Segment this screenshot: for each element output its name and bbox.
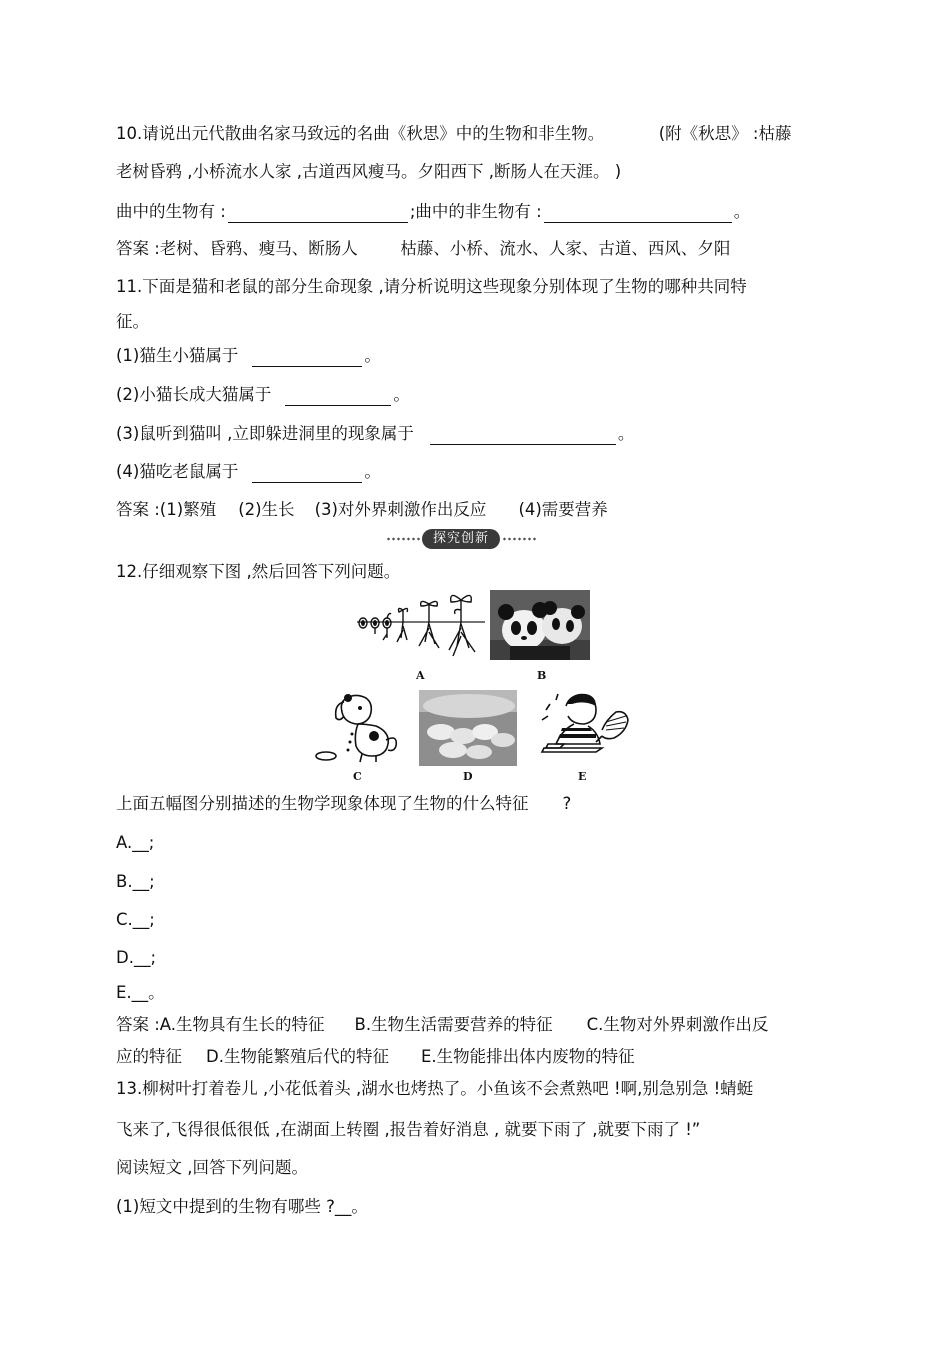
q11-item-3-text: (3)鼠听到猫叫 ,立即躲进洞里的现象属于	[116, 424, 414, 443]
q11-item-1-text: (1)猫生小猫属于	[116, 346, 239, 365]
q12-question	[116, 793, 571, 815]
q11-answer-3: (3)对外界刺激作出反应	[314, 500, 487, 519]
q10-nonliving-blank[interactable]	[544, 206, 732, 223]
q11-answer	[116, 499, 608, 521]
q12-answer-line1	[116, 1014, 768, 1036]
q10-line2: 老树昏鸦 ,小桥流水人家 ,古道西风瘦马。夕阳西下 ,断肠人在天涯。 )	[116, 162, 622, 181]
figure-d-piglets	[419, 690, 517, 766]
q11-item-4-blank[interactable]	[252, 466, 362, 483]
figure-e-caption: E	[578, 770, 587, 783]
q13-sub1[interactable]: (1)短文中提到的生物有哪些 ?__。	[116, 1197, 368, 1216]
banner-left-dots	[386, 537, 420, 541]
figure-c-dog	[314, 690, 400, 766]
q11-line2: 征。	[116, 312, 149, 331]
q11-item-1-blank[interactable]	[252, 350, 362, 367]
q10-living-blank[interactable]	[228, 206, 408, 223]
q10-nonliving-label: ;曲中的非生物有 :	[409, 202, 542, 221]
q12-answer-a: 答案 :A.生物具有生长的特征	[116, 1015, 325, 1034]
q12-answer-b: B.生物生活需要营养的特征	[354, 1015, 553, 1034]
figure-e-sweating-person	[536, 690, 632, 766]
q11-item-1	[116, 345, 381, 367]
q10-line1	[116, 123, 792, 145]
figure-a-seedlings	[357, 590, 485, 660]
figure-d-caption: D	[463, 770, 473, 783]
q12-question-mark: ?	[562, 794, 572, 813]
section-banner	[386, 528, 536, 550]
banner-pill: 探究创新	[422, 529, 500, 549]
q13-line1: 13.柳树叶打着卷儿 ,小花低着头 ,湖水也烤热了。小鱼该不会煮熟吧 !啊,别急别急 !蜻蜓	[116, 1079, 754, 1098]
q11-item-4-text: (4)猫吃老鼠属于	[116, 462, 239, 481]
q11-item-3	[116, 423, 634, 445]
q11-item-3-end: 。	[617, 424, 635, 443]
q11-item-2-text: (2)小猫长成大猫属于	[116, 385, 272, 404]
banner-right-dots	[502, 537, 536, 541]
q12-option-a[interactable]: A.__;	[116, 833, 155, 852]
q11-item-4-end: 。	[364, 462, 381, 481]
q10-blank-end: 。	[733, 202, 751, 221]
q10-question-text: 10.请说出元代散曲名家马致远的名曲《秋思》中的生物和非生物。	[116, 124, 605, 143]
q11-answer-4: (4)需要营养	[518, 500, 608, 519]
q11-item-3-blank[interactable]	[430, 428, 616, 445]
q12-option-c[interactable]: C.__;	[116, 910, 155, 929]
q10-blanks	[116, 201, 750, 223]
q12-option-e[interactable]: E.__。	[116, 983, 165, 1002]
q12-answer-c-cont: 应的特征	[116, 1047, 182, 1066]
q11-item-4	[116, 461, 381, 483]
q11-line1: 11.下面是猫和老鼠的部分生命现象 ,请分析说明这些现象分别体现了生物的哪种共同特	[116, 277, 747, 296]
q10-note: (附《秋思》 :枯藤	[658, 124, 792, 143]
figure-a-caption: A	[416, 669, 425, 682]
q11-item-2-blank[interactable]	[285, 389, 391, 406]
q10-answer	[116, 238, 730, 260]
q11-item-2	[116, 384, 410, 406]
q12-answer-d: D.生物能繁殖后代的特征	[206, 1047, 389, 1066]
q10-answer-nonliving: 枯藤、小桥、流水、人家、古道、西风、夕阳	[400, 239, 731, 258]
q13-line2: 飞来了,飞得很低很低 ,在湖面上转圈 ,报告着好消息 , 就要下雨了 ,就要下雨了 !”	[116, 1120, 701, 1139]
q13-line3: 阅读短文 ,回答下列问题。	[116, 1158, 308, 1177]
q12-option-d[interactable]: D.__;	[116, 948, 157, 967]
q10-answer-living: 答案 :老树、昏鸦、瘦马、断肠人	[116, 239, 358, 258]
q12-answer-e: E.生物能排出体内废物的特征	[420, 1047, 635, 1066]
q12-line1: 12.仔细观察下图 ,然后回答下列问题。	[116, 562, 401, 581]
q12-question-text: 上面五幅图分别描述的生物学现象体现了生物的什么特征	[116, 794, 529, 813]
q11-answer-1: 答案 :(1)繁殖	[116, 500, 217, 519]
q12-answer-line2	[116, 1046, 635, 1068]
figure-b-pandas	[490, 590, 590, 660]
q11-item-2-end: 。	[393, 385, 410, 404]
q12-option-b[interactable]: B.__;	[116, 872, 155, 891]
q12-answer-c: C.生物对外界刺激作出反	[586, 1015, 769, 1034]
q10-living-label: 曲中的生物有 :	[116, 202, 226, 221]
figure-c-caption: C	[353, 770, 362, 783]
figure-b-caption: B	[537, 669, 547, 682]
q11-item-1-end: 。	[364, 346, 381, 365]
q11-answer-2: (2)生长	[238, 500, 295, 519]
